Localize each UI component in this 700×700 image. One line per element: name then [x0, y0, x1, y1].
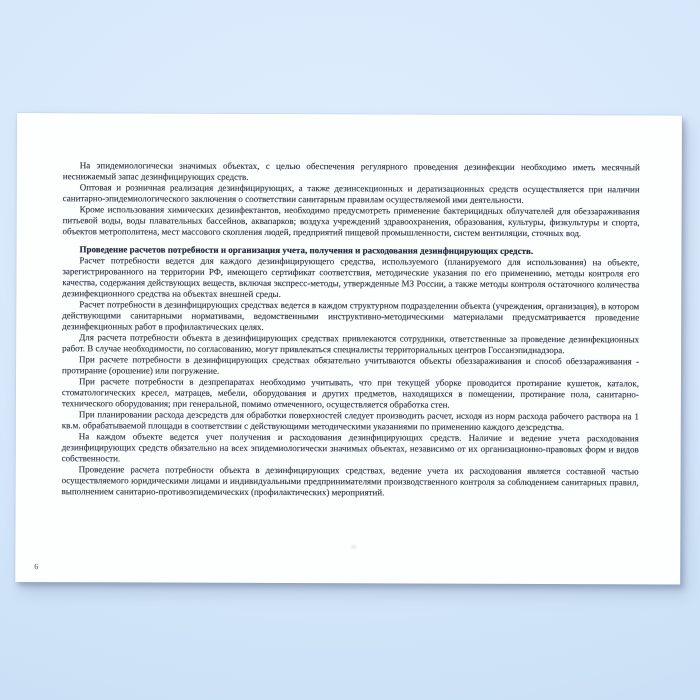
paragraph: На каждом объекте ведется учет получения и расходования дезинфицирующих средств. Наличие и ведение учета расходования дезинфицирующих средств обязательно на всех эпидемиологически значимых объектах, независимо от их организационно-правовых форм и видов собственности. [61, 431, 639, 464]
paragraph: Для расчета потребности объекта в дезинфицирующих средствах привлекаются сотрудники, ответственные за проведение дезинфекционных работ. В случае необходимости, по согласованию, могут привлекаться специалисты территориальных центров Госсанэпиднадзора. [62, 332, 640, 356]
paragraph: Проведение расчета потребности объекта в дезинфицирующих средствах, ведение учета их расходования является составной частью осуществляемого юридическими лицами и индивидуальными предпринимателями производственного контроля за соблюдением санитарных правил, выполнением санитарно-противоэпидемических (профилактических) мероприятий. [61, 464, 639, 498]
paragraph: На эпидемиологически значимых объектах, с целью обеспечения регулярного проведения дезинфекции необходимо иметь месячный неснижаемый запас дезинфицирующих средств. [62, 160, 640, 182]
section-heading: Проведение расчетов потребности и организация учета, получения и расходования дезинфицирующих средств. [79, 244, 534, 256]
paragraph: Кроме использования химических дезинфектантов, необходимо предусмотреть применение бактерицидных облучателей для обеззараживания питьевой воды, воды плавательных бассейнов, аквапарков; воздуха учреждений здравоохранения, образования, культуры, физкультуры и спорта, объектов метрополитена, мест массового скопления людей, предприятий пищевой промышленности, систем вентиляции, сточных вод. [62, 204, 640, 239]
paragraph: При планировании расхода дезсредств для обработки поверхностей следует производить расчет, исходя из норм расхода рабочего раствора на 1 кв.м. обрабатываемой площади в соответствии с действующими методическими указаниями по применению каждого дезсредства. [61, 409, 639, 433]
document-text-block [62, 160, 640, 499]
paragraph: При расчете потребности в дезпрепаратах необходимо учитывать, что при текущей уборке проводится протирание кушеток, каталок, стоматологических кресел, матрацев, мебели, оборудования и других предметов, находящихся в помещении, протирание пола, санитарно-технического оборудования; при генеральной, помимо отмеченного, осуществляется обработка стен. [61, 376, 639, 410]
paragraph: Расчет потребности в дезинфицирующих средствах ведется в каждом структурном подразделении объекта (учреждения, организация), в котором действующими санитарными нормативами, ведомственными инструктивно-методическими материалами предусматривается проведение дезинфекционных работ в профилактических целях. [62, 299, 640, 332]
paragraph: Расчет потребности ведется для каждого дезинфицирующего средства, используемого (планируемого для использования) на объекте, зарегистрированного на территории РФ, имеющего сертификат соответствия, методические указания по его применению, методы контроля его качества, содержания действующих веществ, включая экспресс-методы, утвержденные МЗ России, а также методы контроля остаточного количества дезинфекционного средства на объектах внешней среды. [62, 255, 640, 300]
faint-mark [351, 545, 356, 548]
paragraph: Оптовая и розничная реализация дезинфицирующих, а также дезинсекционных и дератизационных средств осуществляется при наличии санитарно-эпидемиологического заключения о соответствии санитарным правилам осуществляемой ими деятельности. [62, 182, 640, 205]
paragraph: При расчете потребности в дезинфицирующих средствах обязательно учитываются объекты обеззараживания и способ обеззараживания - протирание (орошение) или погружение. [61, 354, 640, 376]
document-page [15, 113, 682, 585]
page-number: 6 [34, 562, 39, 572]
